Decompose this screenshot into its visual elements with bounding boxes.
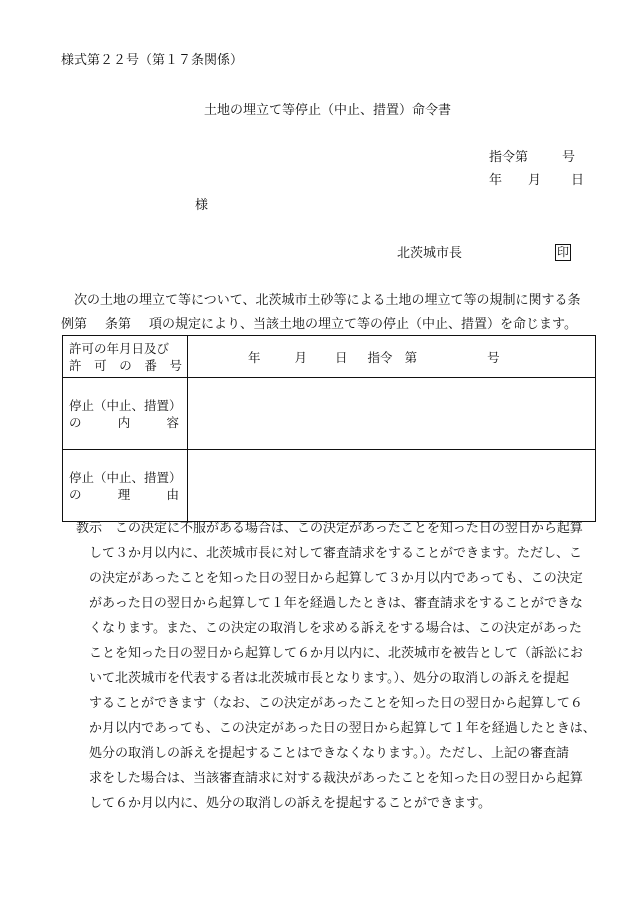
permit-label-line-1: 許可の年月日及び: [69, 340, 170, 356]
document-title: 土地の埋立て等停止（中止、措置）命令書: [204, 103, 452, 118]
order-details-table: [62, 335, 596, 522]
notice-line: 教示 この決定に不服がある場合は、この決定があったことを知った日の翌日から起算: [76, 521, 583, 536]
label-char: 許: [69, 357, 82, 373]
label-char: の: [69, 486, 82, 502]
notice-line: して３か月以内に、北茨城市長に対して審査請求をすることができます。ただし、こ: [89, 546, 582, 561]
reason-label-line-1: 停止（中止、措置）: [69, 469, 182, 485]
body-text-line-2: [61, 318, 577, 331]
form-number: 様式第２２号（第１７条関係）: [61, 53, 244, 68]
order-number-line: [489, 151, 575, 164]
permit-day-label: 日: [335, 349, 348, 365]
permit-year-label: 年: [248, 349, 261, 365]
label-char: 由: [166, 486, 179, 502]
label-char: 番: [144, 357, 157, 373]
label-char: 可: [94, 357, 107, 373]
table-row-reason: [63, 450, 596, 522]
addressee-honorific: 様: [195, 198, 209, 213]
label-char: 容: [166, 414, 179, 430]
permit-order-label: 指令: [367, 349, 393, 365]
permit-label-cell: [63, 336, 188, 378]
label-char: 理: [117, 486, 131, 502]
label-char: の: [69, 414, 82, 430]
order-number-suffix: 号: [562, 150, 576, 165]
seal-mark: 印: [556, 245, 569, 259]
permit-dai-label: 第: [404, 349, 418, 365]
table-row-permit: [63, 336, 596, 378]
order-number-prefix: 指令第: [489, 150, 529, 165]
body-text-line-1: 次の土地の埋立て等について、北茨城市土砂等による土地の埋立て等の規制に関する条: [74, 293, 581, 308]
notice-line: があった日の翌日から起算して１年を経過したときは、審査請求をすることができな: [89, 596, 583, 611]
date-year-label: 年: [489, 173, 503, 188]
date-day-label: 日: [571, 173, 585, 188]
permit-label-line-2: [69, 357, 182, 374]
date-month-label: 月: [528, 173, 542, 188]
notice-line: いて北茨城市を代表する者は北茨城市長となります。）、処分の取消しの訴えを提起: [89, 671, 569, 686]
reason-label-cell: [63, 450, 188, 522]
content-label-line-1: 停止（中止、措置）: [69, 397, 182, 413]
notice-line: か月以内であっても、この決定があった日の翌日から起算して１年を経過したときは、: [89, 721, 596, 736]
body-article-label: 条第: [105, 317, 132, 332]
permit-go-label: 号: [487, 349, 500, 365]
content-label-cell: [63, 378, 188, 450]
label-char: 号: [169, 357, 182, 373]
body-article-prefix: 例第: [61, 317, 88, 332]
content-value-cell: [188, 378, 596, 450]
reason-label-line-2: [69, 486, 179, 503]
label-char: の: [119, 357, 132, 373]
permit-value-cell: [188, 336, 596, 378]
notice-line: 処分の取消しの訴えを提起することはできなくなります。）。ただし、上記の審査請: [89, 746, 569, 761]
issue-date-line: [489, 174, 584, 187]
reason-value-cell: [188, 450, 596, 522]
notice-line: の決定があったことを知った日の翌日から起算して３か月以内であっても、この決定: [89, 571, 583, 586]
notice-line: 求をした場合は、当該審査請求に対する裁決があったことを知った日の翌日から起算: [89, 771, 583, 786]
notice-line: ことを知った日の翌日から起算して６か月以内に、北茨城市を被告として（訴訟にお: [89, 646, 584, 661]
issuer-title: 北茨城市長: [397, 246, 463, 261]
notice-line: して６か月以内に、処分の取消しの訴えを提起することができます。: [89, 796, 491, 811]
body-paragraph-text: 項の規定により、当該土地の埋立て等の停止（中止、措置）を命じます。: [149, 317, 577, 332]
content-label-line-2: [69, 414, 179, 431]
label-char: 内: [117, 414, 131, 430]
notice-line: することができます（なお、この決定があったことを知った日の翌日から起算して６: [89, 696, 583, 711]
permit-month-label: 月: [294, 349, 308, 365]
notice-line: くなります。また、この決定の取消しを求める訴えをする場合は、この決定があった: [89, 621, 582, 636]
table-row-content: [63, 378, 596, 450]
